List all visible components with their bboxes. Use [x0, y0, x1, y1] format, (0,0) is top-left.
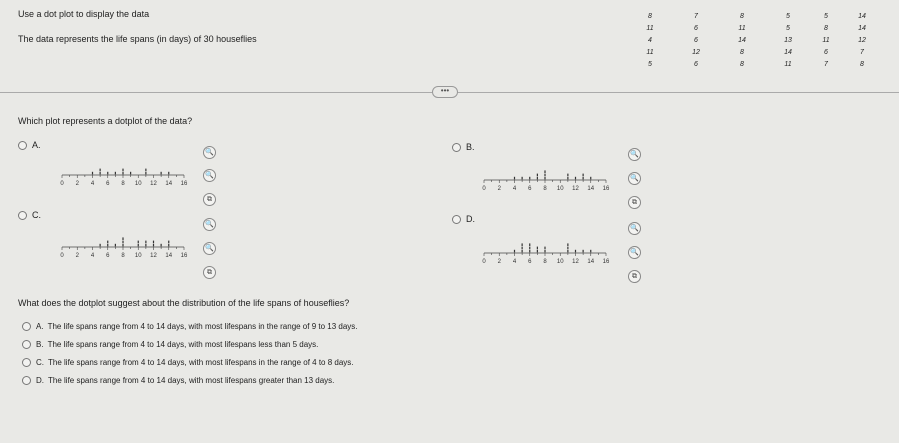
tick-label: 0 [482, 186, 486, 192]
table-cell: 6 [824, 49, 828, 56]
option-letter: B. [36, 340, 44, 349]
table-cell: 5 [824, 13, 828, 20]
plot-option-c[interactable] [18, 210, 41, 220]
data-dot [537, 247, 538, 250]
table-cell: 8 [824, 25, 828, 32]
open-in-new-icon[interactable]: ⧉ [628, 196, 641, 209]
table-cell: 11 [738, 25, 746, 32]
data-dot [168, 241, 169, 244]
table-cell: 11 [822, 37, 830, 44]
tick-label: 12 [150, 181, 157, 187]
tick-label: 8 [543, 186, 547, 192]
tick-label: 4 [512, 259, 517, 265]
tick-label: 12 [572, 259, 579, 265]
table-cell: 14 [738, 37, 746, 44]
table-cell: 8 [740, 13, 744, 20]
answer-option-b[interactable] [22, 340, 318, 349]
data-dot [153, 241, 154, 244]
radio-button[interactable] [22, 340, 31, 349]
data-dot [161, 244, 162, 247]
data-dot [544, 170, 545, 173]
data-dot [122, 244, 123, 247]
option-letter: A. [32, 140, 41, 150]
data-dot [161, 172, 162, 175]
data-dot [544, 247, 545, 250]
magnifier-icon[interactable]: 🔍 [628, 246, 641, 259]
table-cell: 6 [694, 61, 698, 68]
tick-label: 4 [90, 181, 95, 187]
instruction-text: Use a dot plot to display the data [18, 9, 150, 19]
tick-label: 10 [134, 181, 142, 187]
data-dot [145, 172, 146, 175]
data-dot [100, 244, 101, 247]
data-dot [122, 237, 123, 240]
table-cell: 11 [646, 25, 654, 32]
data-dot [107, 244, 108, 247]
option-letter: C. [32, 210, 41, 220]
data-dot [522, 250, 523, 253]
tick-label: 14 [165, 181, 173, 187]
data-dot [514, 177, 515, 180]
data-dot [145, 244, 146, 247]
magnifier-icon[interactable]: 🔍 [628, 222, 641, 235]
tick-label: 6 [106, 253, 110, 259]
data-dot [122, 169, 123, 172]
data-dot [583, 250, 584, 253]
table-cell: 8 [740, 49, 744, 56]
data-dot [529, 247, 530, 250]
table-cell: 4 [648, 37, 652, 44]
data-dot [122, 172, 123, 175]
dotplot-d [480, 228, 620, 266]
tick-label: 16 [180, 253, 188, 259]
radio-button[interactable] [22, 322, 31, 331]
dotplot-b [480, 155, 620, 193]
plot-option-d[interactable] [452, 214, 475, 224]
data-dot [514, 250, 515, 253]
table-cell: 8 [648, 13, 652, 20]
data-dot [529, 250, 530, 253]
table-cell: 5 [786, 25, 790, 32]
table-cell: 7 [694, 13, 698, 20]
tick-label: 0 [60, 181, 64, 187]
table-cell: 8 [860, 61, 864, 68]
data-dot [575, 177, 576, 180]
magnifier-icon[interactable]: 🔍 [628, 148, 641, 161]
data-dot [153, 244, 154, 247]
option-text: The life spans range from 4 to 14 days, with most lifespans in the range of 4 to 8 days. [48, 358, 354, 367]
table-cell: 14 [784, 49, 792, 56]
data-dot [583, 177, 584, 180]
data-dot [529, 177, 530, 180]
data-dot [522, 177, 523, 180]
data-dot [145, 241, 146, 244]
tick-label: 16 [180, 181, 188, 187]
table-cell: 13 [784, 37, 792, 44]
data-dot [567, 247, 568, 250]
table-cell: 5 [786, 13, 790, 20]
option-letter: B. [466, 142, 475, 152]
tick-label: 12 [150, 253, 157, 259]
data-dot [537, 250, 538, 253]
open-in-new-icon[interactable]: ⧉ [628, 270, 641, 283]
tick-label: 16 [602, 186, 610, 192]
data-dot [583, 174, 584, 177]
data-dot [567, 250, 568, 253]
data-dot [138, 244, 139, 247]
question-2-text: What does the dotplot suggest about the distribution of the life spans of houseflies? [18, 298, 350, 308]
answer-option-a[interactable] [22, 322, 358, 331]
radio-button[interactable] [22, 358, 31, 367]
data-dot [529, 243, 530, 246]
tick-label: 8 [121, 253, 125, 259]
data-dot [567, 177, 568, 180]
data-dot [100, 172, 101, 175]
option-letter: A. [36, 322, 44, 331]
tick-label: 0 [482, 259, 486, 265]
plot-option-b[interactable] [452, 142, 475, 152]
option-letter: C. [36, 358, 44, 367]
data-dot [168, 172, 169, 175]
tick-label: 6 [528, 186, 532, 192]
table-cell: 12 [858, 37, 866, 44]
expand-ellipsis-button[interactable]: ••• [432, 86, 458, 98]
data-dot [115, 172, 116, 175]
data-dot [107, 172, 108, 175]
table-cell: 7 [824, 61, 828, 68]
data-dot [107, 241, 108, 244]
data-dot [115, 244, 116, 247]
dotplot-c [58, 222, 198, 260]
option-letter: D. [466, 214, 475, 224]
data-dot [537, 174, 538, 177]
magnifier-icon[interactable]: 🔍 [628, 172, 641, 185]
data-dot [537, 177, 538, 180]
radio-button[interactable] [18, 211, 27, 220]
option-text: The life spans range from 4 to 14 days, with most lifespans greater than 13 days. [48, 376, 335, 385]
data-dot [575, 250, 576, 253]
tick-label: 14 [165, 253, 173, 259]
table-cell: 14 [858, 25, 866, 32]
table-cell: 11 [646, 49, 654, 56]
table-cell: 6 [694, 25, 698, 32]
tick-label: 8 [121, 181, 125, 187]
table-cell: 8 [740, 61, 744, 68]
tick-label: 10 [556, 186, 564, 192]
table-cell: 11 [784, 61, 792, 68]
data-dot [122, 241, 123, 244]
tick-label: 2 [75, 181, 79, 187]
tick-label: 16 [602, 259, 610, 265]
tick-label: 6 [106, 181, 110, 187]
table-cell: 5 [648, 61, 652, 68]
data-dot [522, 243, 523, 246]
data-dot [168, 244, 169, 247]
radio-button[interactable] [452, 143, 461, 152]
data-dot [544, 250, 545, 253]
radio-button[interactable] [452, 215, 461, 224]
dotplot-a [58, 150, 198, 188]
magnifier-icon[interactable]: 🔍 [203, 218, 216, 231]
tick-label: 10 [556, 259, 564, 265]
magnifier-icon[interactable]: 🔍 [203, 146, 216, 159]
table-cell: 12 [692, 49, 700, 56]
table-cell: 7 [860, 49, 864, 56]
answer-option-c[interactable] [22, 358, 354, 367]
question-1-text: Which plot represents a dotplot of the data? [18, 116, 193, 126]
data-table [638, 13, 878, 81]
plot-option-a[interactable] [18, 140, 41, 150]
data-dot [590, 250, 591, 253]
data-dot [522, 247, 523, 250]
tick-label: 12 [572, 186, 579, 192]
tick-label: 0 [60, 253, 64, 259]
data-dot [130, 172, 131, 175]
tick-label: 14 [587, 259, 595, 265]
data-dot [590, 177, 591, 180]
tick-label: 6 [528, 259, 532, 265]
tick-label: 14 [587, 186, 595, 192]
data-dot [145, 169, 146, 172]
option-text: The life spans range from 4 to 14 days, with most lifespans less than 5 days. [47, 340, 319, 349]
answer-option-d[interactable] [22, 376, 334, 385]
magnifier-icon[interactable]: 🔍 [203, 169, 216, 182]
option-text: The life spans range from 4 to 14 days, with most lifespans in the range of 9 to 13 days. [47, 322, 358, 331]
tick-label: 4 [512, 186, 517, 192]
open-in-new-icon[interactable]: ⧉ [203, 193, 216, 206]
tick-label: 2 [497, 259, 501, 265]
tick-label: 4 [90, 253, 95, 259]
data-dot [92, 172, 93, 175]
table-cell: 14 [858, 13, 866, 20]
radio-button[interactable] [22, 376, 31, 385]
open-in-new-icon[interactable]: ⧉ [203, 266, 216, 279]
tick-label: 2 [75, 253, 79, 259]
data-dot [100, 169, 101, 172]
tick-label: 10 [134, 253, 142, 259]
data-dot [544, 177, 545, 180]
data-dot [544, 174, 545, 177]
data-dot [567, 243, 568, 246]
table-cell: 6 [694, 37, 698, 44]
data-dot [567, 174, 568, 177]
data-dot [138, 241, 139, 244]
option-letter: D. [36, 376, 44, 385]
description-text: The data represents the life spans (in days) of 30 houseflies [18, 34, 257, 44]
radio-button[interactable] [18, 141, 27, 150]
tick-label: 8 [543, 259, 547, 265]
magnifier-icon[interactable]: 🔍 [203, 242, 216, 255]
tick-label: 2 [497, 186, 501, 192]
